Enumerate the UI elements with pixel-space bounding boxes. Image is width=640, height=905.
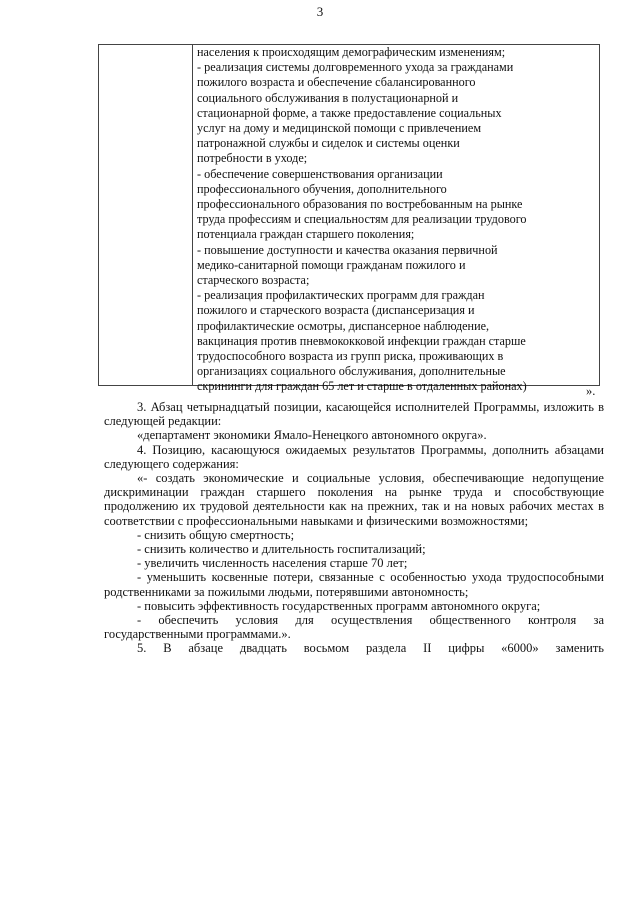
table-cell-line: населения к происходящим демографическим изменениям; bbox=[197, 45, 506, 59]
table-cell-line: стационарной форме, а также предоставление социальных bbox=[197, 105, 502, 120]
closing-quote: ». bbox=[586, 384, 596, 398]
result-item: «- создать экономические и социальные условия, обеспечивающие недопущение дискриминации граждан старшего поколения на рынке труда и способствующие продолжению их трудовой деятельности как на прежних, так и на новых рабочих местах в соответствии с профессиональными навыками и физическими возможностями; bbox=[104, 471, 604, 528]
table-cell-line: - обеспечение совершенствования организации bbox=[197, 166, 443, 181]
result-item: - снизить количество и длительность госпитализаций; bbox=[137, 542, 426, 557]
result-item: - увеличить численность населения старше 70 лет; bbox=[137, 556, 408, 571]
table-cell-line: - повышение доступности и качества оказания первичной bbox=[197, 242, 498, 257]
paragraph-3: 3. Абзац четырнадцатый позиции, касающейся исполнителей Программы, изложить в следующей редакции: bbox=[104, 400, 604, 429]
page-number: 3 bbox=[316, 4, 324, 19]
result-item: - снизить общую смертность; bbox=[137, 527, 295, 542]
document-body bbox=[104, 400, 604, 656]
table-cell-line: профилактические осмотры, диспансерное наблюдение, bbox=[197, 318, 490, 333]
table-cell-line: старческого возраста; bbox=[197, 273, 310, 288]
paragraph-5: 5. В абзаце двадцать восьмом раздела II цифры «6000» заменить bbox=[137, 641, 604, 656]
program-table bbox=[98, 44, 600, 394]
table-cell-line: организациях социального обслуживания, дополнительные bbox=[197, 364, 506, 379]
result-item: - уменьшить косвенные потери, связанные с особенностью ухода трудоспособными родственниками за пожилыми людьми, потерявшими автономность; bbox=[104, 570, 604, 599]
table-cell-line: скрининги для граждан 65 лет и старше в отдаленных районах) bbox=[197, 379, 527, 394]
table-cell-line: пожилого и старческого возраста (диспансеризация и bbox=[197, 303, 475, 318]
table-cell-line: трудоспособного возраста из групп риска, проживающих в bbox=[197, 349, 504, 364]
table-cell-line: услуг на дому и медицинской помощи с привлечением bbox=[197, 121, 482, 136]
table-cell-line: - реализация профилактических программ для граждан bbox=[197, 288, 485, 303]
table-cell-line: труда профессиям и специальностям для реализации трудового bbox=[197, 212, 527, 227]
table-cell-line: профессионального обучения, дополнительного bbox=[197, 181, 447, 196]
table-cell-line: вакцинация против пневмококковой инфекции граждан старше bbox=[197, 333, 526, 348]
table-cell-line: социального обслуживания в полустационарной и bbox=[197, 90, 459, 105]
table-cell-line: потребности в уходе; bbox=[197, 151, 308, 166]
table-cell-line: патронажной службы и сиделок и системы оценки bbox=[197, 136, 460, 151]
table-column-divider bbox=[192, 45, 193, 385]
table-cell-line: потенциала граждан старшего поколения; bbox=[197, 227, 415, 242]
table-cell-line: пожилого возраста и обеспечение сбалансированного bbox=[197, 75, 476, 90]
result-item: - повысить эффективность государственных программ автономного округа; bbox=[137, 598, 541, 613]
table-cell-text bbox=[197, 45, 597, 395]
paragraph-3-text: «департамент экономики Ямало-Ненецкого автономного округа». bbox=[137, 428, 487, 443]
paragraph-4: 4. Позицию, касающуюся ожидаемых результатов Программы, дополнить абзацами следующего содержания: bbox=[104, 442, 604, 471]
result-item: - обеспечить условия для осуществления общественного контроля за государственными программами.». bbox=[104, 613, 604, 642]
table-cell-line: профессионального образования по востребованным на рынке bbox=[197, 197, 523, 212]
table-cell-line: - реализация системы долговременного ухода за гражданами bbox=[197, 60, 514, 75]
table-cell-line: медико-санитарной помощи гражданам пожилого и bbox=[197, 257, 466, 272]
